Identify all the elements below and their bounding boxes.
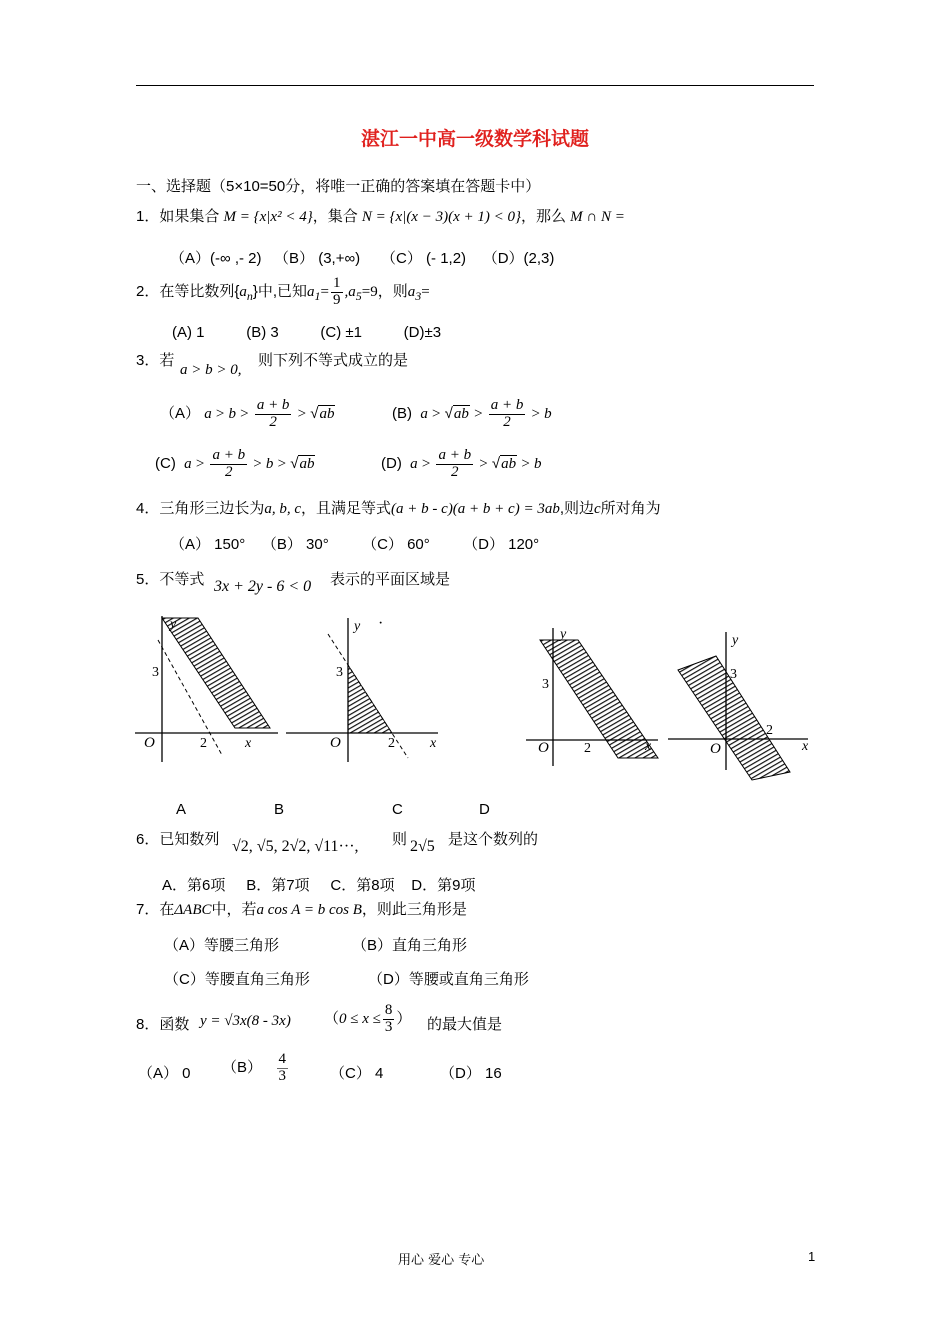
q6-then: 则: [392, 831, 408, 848]
option-b: （B） 30°: [261, 536, 329, 553]
q3-condition: a > b > 0,: [180, 362, 242, 378]
q5-tail: 表示的平面区域是: [330, 571, 451, 588]
q1-options: [170, 247, 554, 268]
option-b: （B） (3,+∞): [274, 250, 361, 267]
section-heading: 一、选择题（5×10=50分，将唯一正确的答案填在答题卡中）: [136, 178, 541, 195]
q6-options: [162, 874, 475, 895]
tick-y: 3: [730, 667, 737, 682]
origin: O: [144, 735, 155, 751]
graph-a: [135, 616, 278, 762]
option-b: (B) 3: [246, 324, 279, 341]
y-axis-label: y: [560, 627, 567, 642]
q8-option-b: （B） $\frac{4}{3}$: [222, 1051, 287, 1084]
q8-domain: （0 ≤ x ≤ $\frac{8}{3}$ ）: [324, 1002, 412, 1035]
question-4: 4．三角形三边长为a, b, c，且满足等式(a + b - c)(a + b + c) = 3ab,则边c所对角为: [136, 500, 661, 517]
q3-option-a: （A） a > b > $\frac{a + b}{2}$ > √ab: [160, 397, 335, 430]
q8-option-a: （A） 0: [138, 1065, 191, 1082]
q6-sequence: √2, √5, 2√2, √11···,: [232, 838, 359, 855]
q8-function: y = √3x(8 - 3x): [200, 1013, 291, 1029]
origin: O: [710, 741, 721, 757]
origin: O: [538, 740, 549, 756]
option-d: (D)±3: [403, 324, 442, 341]
q6-tail: 是这个数列的: [448, 831, 539, 848]
q3-tail: 则下列不等式成立的是: [258, 352, 409, 369]
option-d: （D）(2,3): [482, 250, 555, 267]
option-a: (A) 1: [172, 324, 205, 341]
graph-label-d: D: [479, 801, 490, 818]
option-c: （C） 60°: [362, 536, 430, 553]
option-c: (C) ±1: [320, 324, 362, 341]
graph-c: [526, 627, 658, 766]
question-8: 8．函数: [136, 1016, 190, 1033]
q3-option-b: (B) a > √ab > $\frac{a + b}{2}$ > b: [392, 397, 552, 430]
tick-x: 2: [388, 736, 395, 751]
x-axis-label: x: [645, 739, 652, 754]
y-axis-label: y: [732, 633, 739, 648]
option-c: C．第8项: [330, 877, 395, 894]
question-2: 2．在等比数列$\{a_n\}$中,已知$a_1=$ $\frac{1}{9}$ $,a_5=9$，则$a_3=$: [136, 275, 430, 308]
page-number: 1: [808, 1249, 816, 1264]
question-3: 3．若: [136, 352, 175, 369]
origin: O: [330, 735, 341, 751]
q3-option-d: (D) a > $\frac{a + b}{2}$ > √ab > b: [381, 447, 542, 480]
question-text: 如果集合: [159, 208, 220, 225]
option-d: D．第9项: [411, 877, 476, 894]
question-6: 6．已知数列: [136, 831, 220, 848]
x-axis-label: x: [430, 736, 437, 751]
q7-option-d: （D）等腰或直角三角形: [368, 971, 529, 988]
option-b: B．第7项: [246, 877, 310, 894]
q6-term: 2√5: [410, 838, 435, 855]
svg-text:·: ·: [378, 615, 384, 632]
intersection-expr: M ∩ N =: [570, 209, 625, 225]
footer-motto: 用心 爱心 专心: [398, 1253, 485, 1268]
q8-option-c: （C） 4: [330, 1065, 384, 1082]
question-number: 1．: [136, 208, 160, 225]
set-m: M = {x|x² < 4}: [223, 209, 313, 225]
option-a: A．第6项: [162, 877, 226, 894]
tick-x: 2: [766, 723, 773, 738]
q7-option-a: （A）等腰三角形: [164, 937, 280, 954]
tick-y: 3: [542, 677, 549, 692]
q2-options: [172, 324, 441, 341]
header-rule: [136, 85, 814, 86]
graph-label-b: B: [274, 801, 285, 818]
q7-option-b: （B）直角三角形: [352, 937, 468, 954]
option-a: （A）(-∞ ,- 2): [170, 250, 262, 267]
question-5: 5．不等式: [136, 571, 205, 588]
q4-options: [170, 533, 539, 554]
graph-b: [286, 615, 438, 762]
y-axis-label: y: [354, 619, 361, 634]
exam-title: 湛江一中高一级数学科试题: [360, 128, 589, 150]
graph-d: [668, 632, 809, 780]
tick-x: 2: [584, 741, 591, 756]
q8-tail: 的最大值是: [427, 1016, 503, 1033]
tick-y: 3: [152, 665, 159, 680]
y-axis-label: y: [170, 617, 177, 632]
question-7: 7．在ΔABC中，若a cos A = b cos B，则此三角形是: [136, 901, 467, 918]
x-axis-label: x: [245, 736, 252, 751]
set-n: N = {x|(x − 3)(x + 1) < 0}: [361, 209, 521, 225]
x-axis-label: x: [802, 739, 809, 754]
q7-option-c: （C）等腰直角三角形: [164, 971, 310, 988]
graph-label-a: A: [176, 801, 187, 818]
option-c: （C） (- 1,2): [381, 250, 467, 267]
option-a: （A） 150°: [170, 536, 246, 553]
question-1: 1．如果集合 M = {x|x² < 4}，集合 N = {x|(x − 3)(x + 1) < 0}，那么 M ∩ N =: [136, 208, 625, 225]
region-graphs: [130, 610, 820, 785]
graph-label-c: C: [392, 801, 403, 818]
option-d: （D） 120°: [463, 536, 540, 553]
tick-y: 3: [336, 665, 343, 680]
q3-option-c: (C) a > $\frac{a + b}{2}$ > b > √ab: [155, 447, 315, 480]
q5-inequality: 3x + 2y - 6 < 0: [214, 578, 312, 595]
q8-option-d: （D） 16: [440, 1065, 502, 1082]
tick-x: 2: [200, 736, 207, 751]
